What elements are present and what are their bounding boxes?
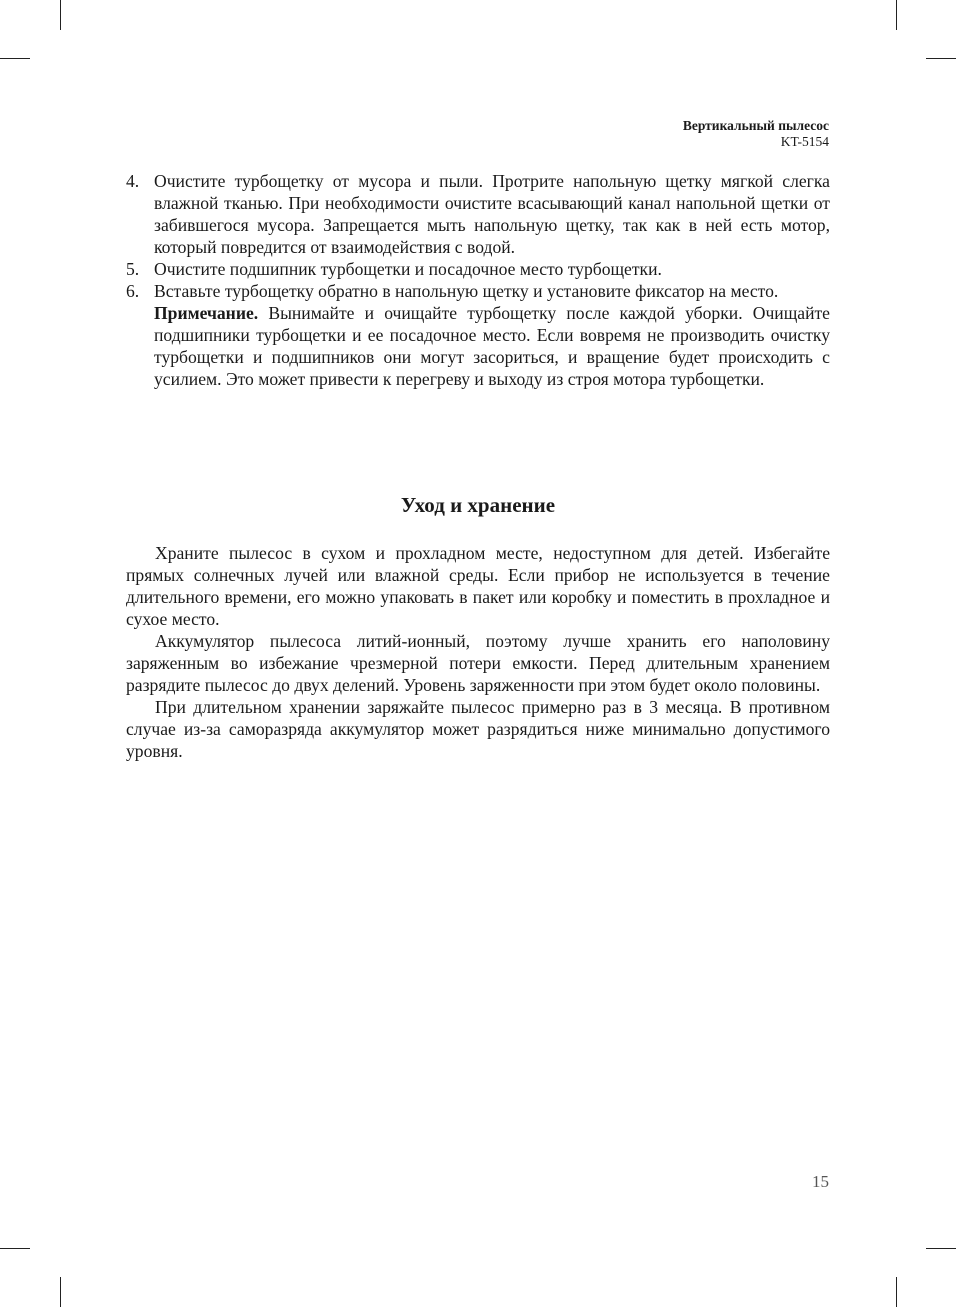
crop-mark — [0, 1248, 30, 1249]
section-body — [126, 542, 830, 762]
header-title: Вертикальный пылесос — [682, 118, 829, 133]
crop-mark — [60, 1277, 61, 1307]
crop-mark — [0, 58, 30, 59]
step-number: 5. — [126, 259, 140, 279]
running-header — [683, 118, 829, 150]
list-item — [126, 258, 830, 280]
list-item — [126, 280, 830, 302]
page-content — [126, 170, 830, 761]
note-label: Примечание. — [154, 303, 259, 323]
header-model: KT-5154 — [780, 134, 829, 149]
section-heading: Уход и хранение — [400, 493, 556, 517]
paragraph: При длительном хранении заряжайте пылесос примерно раз в 3 месяца. В противном случае из-за саморазряда аккумулятор может разрядиться ниже минимально допустимого уровня. — [126, 697, 830, 761]
steps-list — [126, 170, 830, 302]
list-item — [126, 170, 830, 258]
note-text: Вынимайте и очищайте турбощетку после каждой уборки. Очищайте подшипники турбощетки и ее посадочное место. Если вовремя не производить очистку турбощетки и подшипников они могут засориться, и вращение будет происходить с усилием. Это может привести к перегреву и выходу из строя мотора турбощетки. — [154, 303, 830, 389]
step-number: 4. — [126, 171, 140, 191]
paragraph: Храните пылесос в сухом и прохладном месте, недоступном для детей. Избегайте прямых солнечных лучей или влажной среды. Если прибор не используется в течение длительного времени, его можно упаковать в пакет или коробку и поместить в прохладное и сухое место. — [126, 543, 830, 629]
note — [126, 302, 830, 390]
paragraph: Аккумулятор пылесоса литий-ионный, поэтому лучше хранить его наполовину заряженным во избежание чрезмерной потери емкости. Перед длительным хранением разрядите пылесос до двух делений. Уровень заряженности при этом будет около половины. — [126, 631, 830, 695]
step-text: Вставьте турбощетку обратно в напольную щетку и установите фиксатор на место. — [154, 281, 779, 301]
crop-mark — [60, 0, 61, 30]
crop-mark — [896, 1277, 897, 1307]
page-number: 15 — [812, 1172, 829, 1191]
crop-mark — [926, 1248, 956, 1249]
crop-mark — [926, 58, 956, 59]
step-text: Очистите подшипник турбощетки и посадочное место турбощетки. — [154, 259, 662, 279]
step-text: Очистите турбощетку от мусора и пыли. Протрите напольную щетку мягкой слегка влажной тканью. При необходимости очистите всасывающий канал напольной щетки от забившегося мусора. Запрещается мыть напольную щетку, так как в ней есть мотор, который повредится от взаимодействия с водой. — [154, 171, 830, 257]
crop-mark — [896, 0, 897, 30]
step-number: 6. — [126, 281, 140, 301]
